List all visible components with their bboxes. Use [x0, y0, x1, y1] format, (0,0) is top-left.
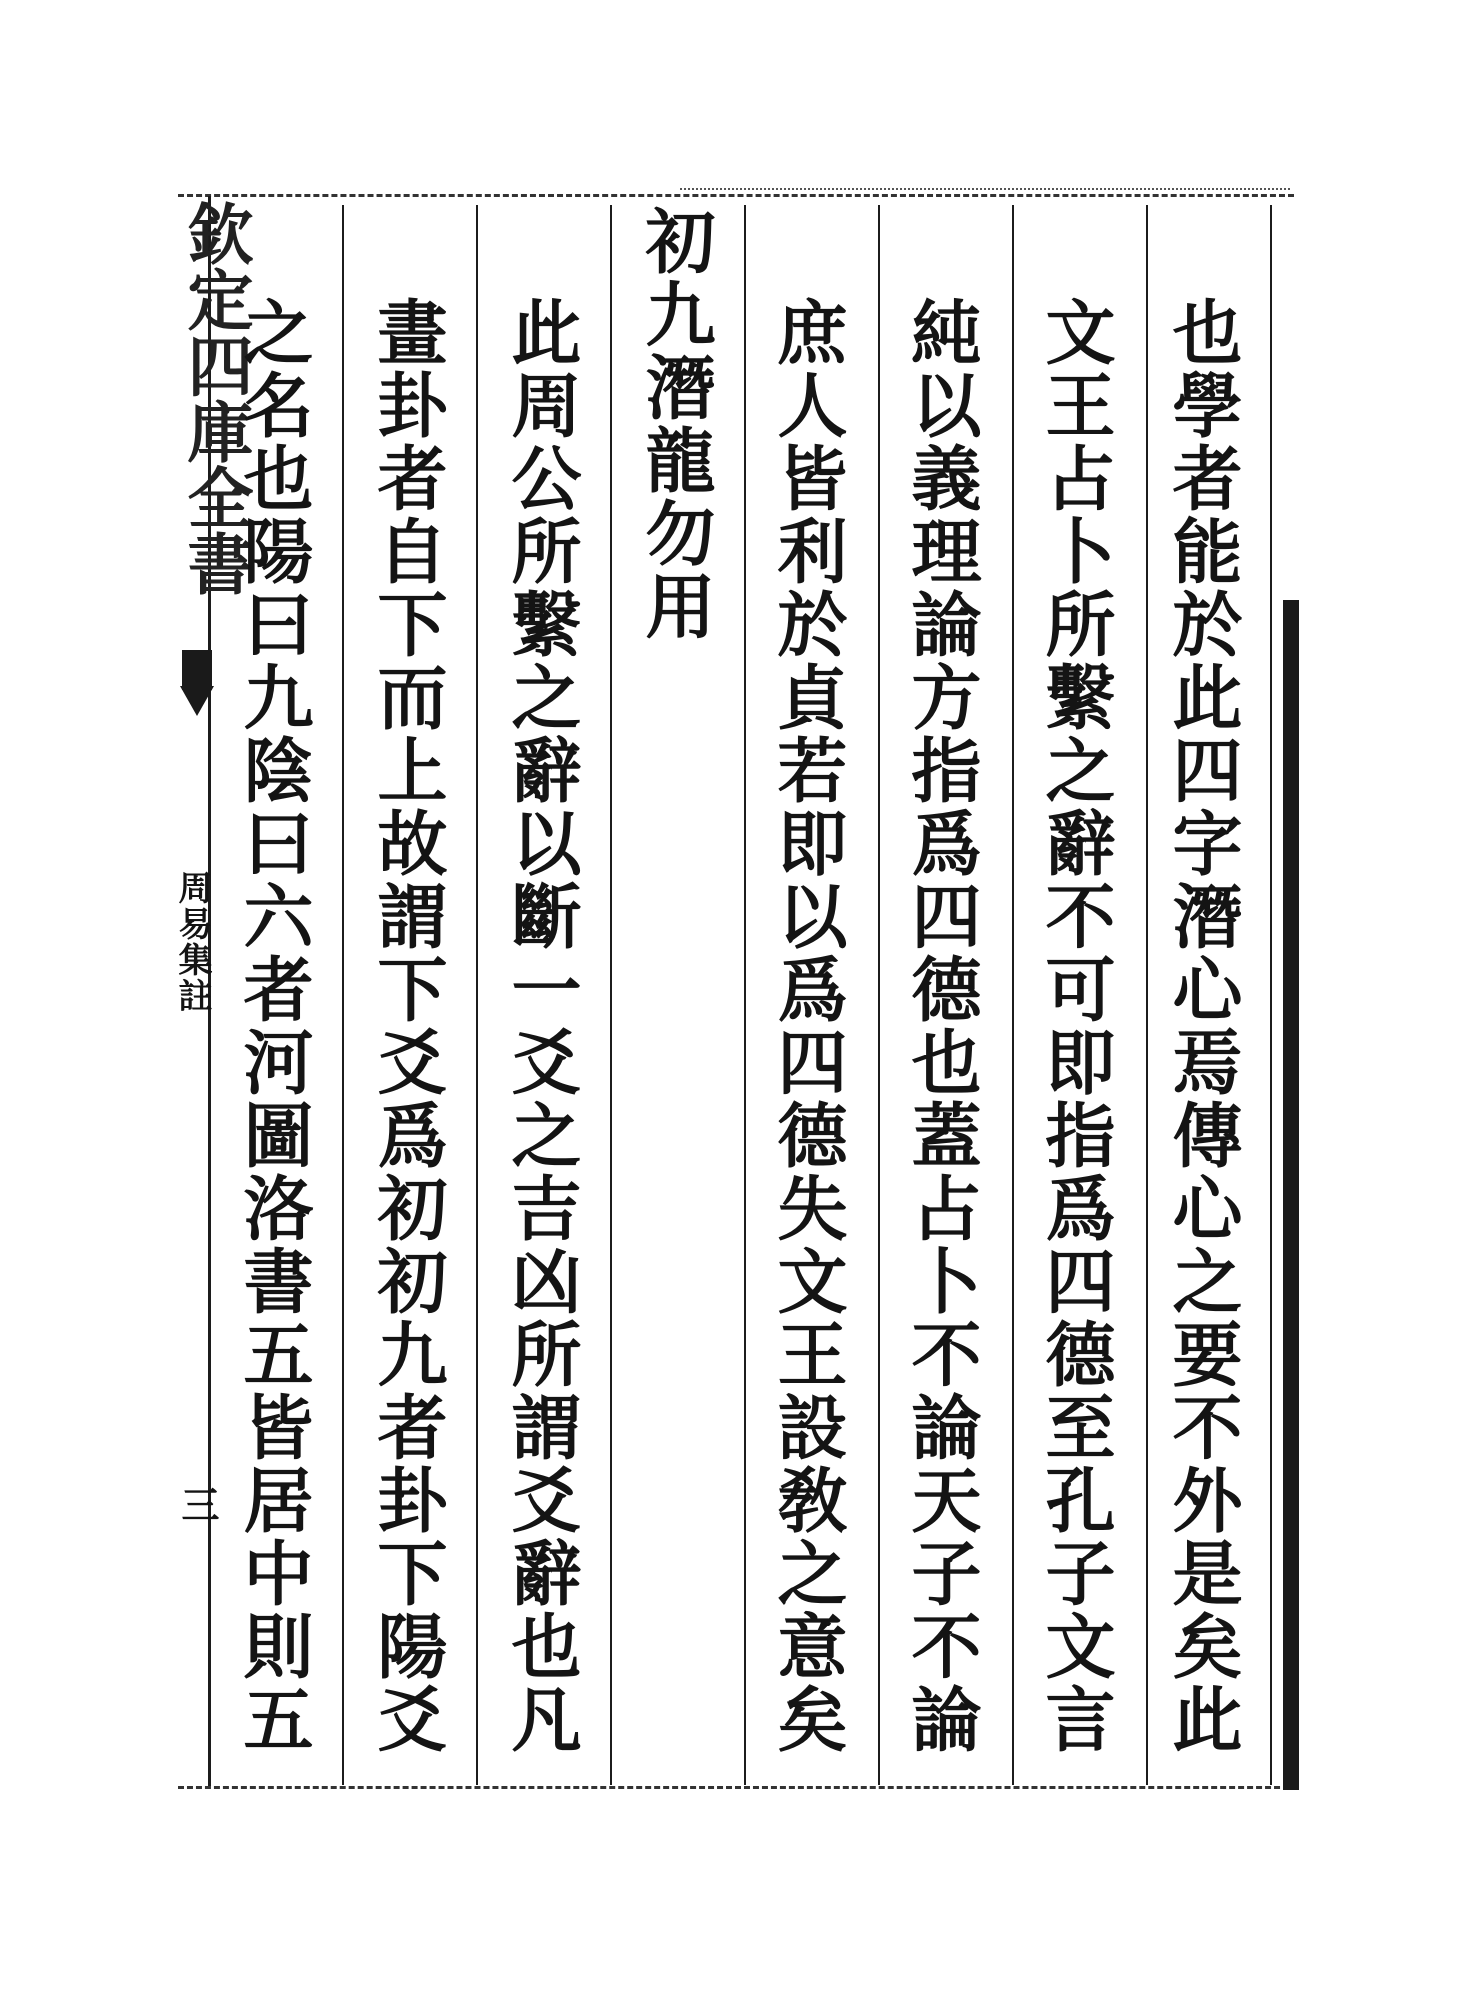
column-rule — [878, 205, 880, 1785]
text-column: 也學者能於此四字潛心焉傳心之要不外是矣此 — [1161, 296, 1244, 1756]
column-rule — [610, 205, 612, 1785]
text-column: 庶人皆利於貞若即以爲四德失文王設敎之意矣 — [766, 296, 849, 1756]
text-column: 此周公所繫之辭以斷一爻之吉凶所謂爻辭也凡 — [500, 296, 583, 1756]
column-rule — [1146, 205, 1148, 1785]
bottom-border — [178, 1786, 1298, 1789]
page-number: 三 — [175, 1485, 220, 1523]
book-title: 周易集註 — [172, 870, 212, 1014]
top-border-inner — [680, 188, 1290, 190]
text-column: 文王占卜所繫之辭不可即指爲四德至孔子文言 — [1034, 296, 1117, 1756]
text-column: 之名也陽曰九陰曰六者河圖洛書五皆居中則五 — [232, 296, 315, 1756]
fish-tail-mark — [182, 650, 212, 690]
text-column-heading: 初九潛龍勿用 — [634, 205, 717, 643]
top-border — [178, 194, 1294, 197]
series-title: 欽定四庫全書 — [176, 200, 254, 596]
column-rule — [476, 205, 478, 1785]
column-rule — [1012, 205, 1014, 1785]
fish-tail-wedge — [180, 686, 214, 716]
column-rule — [1270, 205, 1272, 1785]
text-column: 純以義理論方指爲四德也蓋占卜不論天子不論 — [900, 296, 983, 1756]
column-rule — [342, 205, 344, 1785]
right-heavy-border — [1283, 600, 1299, 1790]
column-rule — [744, 205, 746, 1785]
text-column: 畫卦者自下而上故謂下爻爲初初九者卦下陽爻 — [366, 296, 449, 1756]
